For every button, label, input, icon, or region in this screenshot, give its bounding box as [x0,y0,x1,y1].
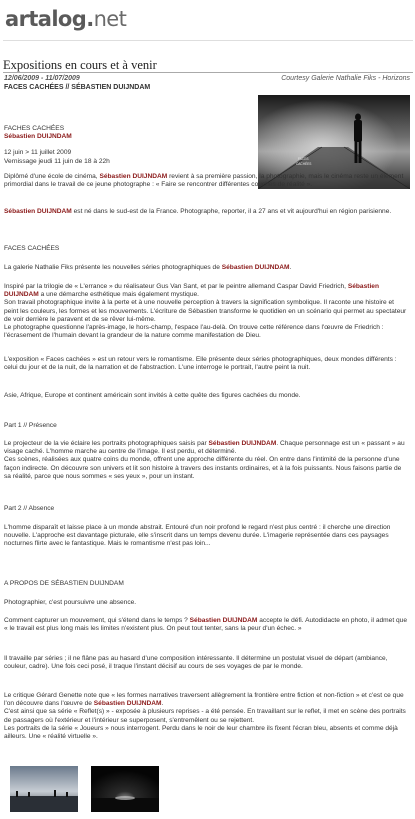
title-divider [3,72,413,73]
paragraph-series: Il travaille par séries ; il ne flâne pas au hasard d'une composition intéressante. Il détermine un postulat visuel de départ (ambiance, couleur, cadre). Une fois ceci posé, il traque l'instant décisif au cours de ses voyages de par le monde. [4,655,388,671]
artist-name: Sébastien DUIJNDAM [189,617,258,624]
header-divider [3,40,413,41]
site-logo[interactable] [5,6,126,32]
paragraph-absence: L'homme disparaît et laisse place à un monde abstrait. Entouré d'un noir profond le regard n'est plus centré : il cherche une direction nouvelle. L'approche est davantage picturale, elle s'inscrit dans un temps devenu durée. L'imagerie représentée dans ces paysages nocturnes flirte avec le fantastique. Mais le romantisme n'est pas loin... [4,524,391,548]
image-courtesy: Courtesy Galerie Nathalie Fiks - Horizons [281,75,410,82]
hero-caption-line2: CACHÉES [296,162,312,166]
logo-dot: . [86,7,94,31]
intro-block [4,125,254,166]
gallery-photo-2[interactable] [91,766,159,812]
paragraph-bio: Diplômé d'une école de cinéma, Sébastien DUIJNDAM revient à sa première passion, la photographie, mais le cinéma reste un élément primordial dans le travail de ce jeune photographe : « Faire se rencontrer différentes couches de réalité ». [4,173,404,189]
paragraph-gallery: La galerie Nathalie Fiks présente les nouvelles séries photographiques de Sébastien DUIJNDAM. [4,264,292,271]
section-heading-about: A PROPOS DE SÉBASTIEN DUIJNDAM [4,580,124,587]
artist-name: Sébastien DUIJNDAM [4,208,72,215]
intro-dates: 12 juin > 11 juillet 2009 [4,149,72,157]
paragraph-inspiration: Inspiré par la trilogie de « L'errance » du réalisateur Gus Van Sant, et par le peintre allemand Caspar David Friedrich, Sébastien DUIJNDAM a une démarche esthétique mais également mystique. Son travail photographique invite à la perte et à une nouvelle perception à travers la signification symbolique. Il raconte une histoire et peint les couleurs, les formes et les mouvements. L'écriture de Sébastien transforme le quotidien en un scénario qui permet au spectateur de voir derrière le paravent et de se rêver lui-même. Le photographe questionne l'après-image, le hors-champ, l'espace l'au-delà. On trouve cette référence dans l'œuvre de Friedrich : l'écrasement de l'humain devant la grandeur de la nature comme manifestation de Dieu. [4,283,407,340]
gallery-photo-1[interactable] [10,766,78,812]
artist-name: Sébastien DUIJNDAM [208,440,277,447]
logo-main: artalog [5,7,87,31]
page-title: Expositions en cours et à venir [3,58,157,72]
exhibition-dates: 12/06/2009 - 11/07/2009 [4,75,80,82]
exhibition-subtitle: FACES CACHÉES // SÉBASTIEN DUIJNDAM [4,84,151,91]
paragraph-critic: Le critique Gérard Genette note que « les formes narratives traversent allègrement la frontière entre fiction et non-fiction » et c'est ce que l'on découvre dans l'œuvre de Sébastien DUIJNDAM. C'est ainsi que sa série « Reflet(s) » - exposée à plusieurs reprises - a été pensée. En travaillant sur le reflet, il met en scène des portraits de passagers où l'extérieur et l'intérieur se superposent, s'entremêlent ou se rejettent. Les portraits de la série « Joueurs » nous interrogent. Perdu dans le noir de leur chambre ils fixent l'écran bleu, absents et comme déjà ailleurs. Une « réalité virtuelle ». [4,692,406,741]
paragraph-absence-quote: Photographier, c'est poursuivre une absence. [4,599,137,606]
section-heading-faces: FACES CACHÉES [4,245,60,252]
hero-caption-line1: FACES [298,157,309,161]
intro-vernissage: Vernissage jeudi 11 juin de 18 à 22h [4,157,110,165]
artist-name: Sébastien DUIJNDAM [4,283,379,299]
section-heading-part2: Part 2 // Absence [4,505,55,512]
artist-name: Sébastien DUIJNDAM [221,264,290,271]
intro-label: FACHES CACHÉES [4,125,65,132]
paragraph-presence: Le projecteur de la vie éclaire les portraits photographiques saisis par Sébastien DUIJNDAM. Chaque personnage est un « passant » au visage caché. L'homme marche au centre de l'image. Il est perdu, et déterminé. Ces scènes, réalisées aux quatre coins du monde, offrent une approche différente du réel. On entre dans l'intimité de la personne d'une façon indirecte. On découvre son univers et lit son histoire à travers des instants ordinaires, et à la fois puissants. Nous faisons partie de sa réalité, parce que nous sommes « ses yeux », pour un instant. [4,440,405,480]
paragraph-continents: Asie, Afrique, Europe et continent américain sont invités à cette quête des figures cachées du monde. [4,392,301,399]
paragraph-origin: Sébastien DUIJNDAM est né dans le sud-est de la France. Photographe, reporter, il a 27 ans et vit aujourd'hui en région parisienne. [4,208,392,215]
paragraph-exhibition: L'exposition « Faces cachées » est un retour vers le romantisme. Elle présente deux séries photographiques, deux mondes différents : celui du jour et de la nuit, de la narration et de l'abstraction. L'une interroge le portrait, l'autre peint la nuit. [4,356,397,372]
section-heading-part1: Part 1 // Présence [4,422,57,429]
artist-name: Sébastien DUIJNDAM [93,700,162,708]
artist-name: Sébastien DUIJNDAM [99,173,168,180]
intro-artist: Sébastien DUIJNDAM [4,133,72,141]
logo-suffix: net [93,7,127,31]
paragraph-challenge: Comment capturer un mouvement, qui s'étend dans le temps ? Sébastien DUIJNDAM accepte le défi. Autodidacte en photo, il admet que « le travail est plus long mais les limites n'existent plus. On peut tout tenter, sans la peur d'un échec. » [4,617,407,633]
